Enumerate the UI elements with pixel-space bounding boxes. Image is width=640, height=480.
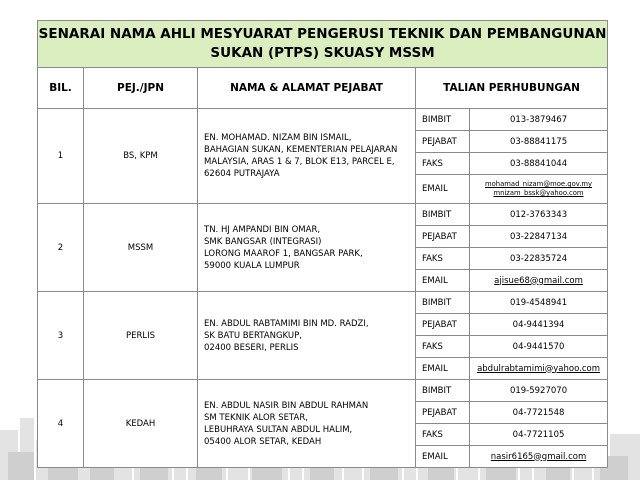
contact-type: EMAIL xyxy=(416,270,470,292)
address-line: SMK BANGSAR (INTEGRASI) xyxy=(204,236,322,247)
address-line: TN. HJ AMPANDI BIN OMAR, xyxy=(204,224,321,235)
address-line: SM TEKNIK ALOR SETAR, xyxy=(204,412,308,423)
header-nama-alamat: NAMA & ALAMAT PEJABAT xyxy=(198,68,416,109)
contact-type: BIMBIT xyxy=(416,204,470,226)
contact-type: FAKS xyxy=(416,424,470,446)
address-line: BAHAGIAN SUKAN, KEMENTERIAN PELAJARAN xyxy=(204,145,398,155)
contact-value: 012-3763343 xyxy=(470,204,608,226)
address-line: 02400 BESERI, PERLIS xyxy=(204,342,299,353)
contact-type: BIMBIT xyxy=(416,380,470,402)
contact-type: FAKS xyxy=(416,336,470,358)
table-row xyxy=(38,380,608,402)
office-name: BS, KPM xyxy=(84,109,198,204)
email-link[interactable]: abdulrabtamimi@yahoo.com xyxy=(470,358,608,380)
contact-type: BIMBIT xyxy=(416,292,470,314)
contact-value: 04-9441570 xyxy=(470,336,608,358)
email-link[interactable]: ajisue68@gmail.com xyxy=(470,270,608,292)
address-line: SK BATU BERTANGKUP, xyxy=(204,330,302,341)
contact-type: PEJABAT xyxy=(416,402,470,424)
contact-type: FAKS xyxy=(416,248,470,270)
contact-value: 04-7721105 xyxy=(470,424,608,446)
contact-value: 03-22835724 xyxy=(470,248,608,270)
contact-type: EMAIL xyxy=(416,358,470,380)
title-line-2: SUKAN (PTPS) SKUASY MSSM xyxy=(210,45,435,61)
contact-type: PEJABAT xyxy=(416,226,470,248)
row-number: 1 xyxy=(38,109,84,204)
table-row xyxy=(38,292,608,314)
header-pej: PEJ./JPN xyxy=(84,68,198,109)
title-line-1: SENARAI NAMA AHLI MESYUARAT PENGERUSI TEKNIK DAN PEMBANGUNAN xyxy=(38,26,607,42)
header-bil: BIL. xyxy=(38,68,84,109)
email-link[interactable]: mohamad_nizam@moe.gov.my xyxy=(485,180,593,188)
contact-type: PEJABAT xyxy=(416,131,470,153)
office-name: PERLIS xyxy=(84,292,198,380)
name-address xyxy=(198,292,416,380)
contact-value: 03-88841044 xyxy=(470,153,608,175)
name-address xyxy=(198,204,416,292)
address-line: MALAYSIA, ARAS 1 & 7, BLOK E13, PARCEL E, xyxy=(204,157,395,167)
contact-value: 019-4548941 xyxy=(470,292,608,314)
contact-value: 04-9441394 xyxy=(470,314,608,336)
contact-type: EMAIL xyxy=(416,446,470,468)
contact-value: 019-5927070 xyxy=(470,380,608,402)
contact-type: PEJABAT xyxy=(416,314,470,336)
name-address xyxy=(198,380,416,468)
office-name: MSSM xyxy=(84,204,198,292)
contact-value: 013-3879467 xyxy=(470,109,608,131)
address-line: 62604 PUTRAJAYA xyxy=(204,169,280,179)
document-title xyxy=(38,21,608,68)
address-line: LEBUHRAYA SULTAN ABDUL HALIM, xyxy=(204,424,353,435)
member-list-table xyxy=(37,20,608,468)
address-line: 59000 KUALA LUMPUR xyxy=(204,260,300,271)
contact-value: 03-22847134 xyxy=(470,226,608,248)
table-row xyxy=(38,204,608,226)
email-cell xyxy=(470,175,608,204)
name-address xyxy=(198,109,416,204)
address-line: 05400 ALOR SETAR, KEDAH xyxy=(204,436,322,447)
table-row xyxy=(38,109,608,131)
contact-type: BIMBIT xyxy=(416,109,470,131)
address-line: EN. MOHAMAD. NIZAM BIN ISMAIL, xyxy=(204,133,352,143)
email-link[interactable]: mnizam_bssk@yahoo.com xyxy=(493,189,584,197)
contact-value: 04-7721548 xyxy=(470,402,608,424)
header-talian: TALIAN PERHUBUNGAN xyxy=(416,68,608,109)
row-number: 2 xyxy=(38,204,84,292)
contact-value: 03-88841175 xyxy=(470,131,608,153)
row-number: 3 xyxy=(38,292,84,380)
contact-type: FAKS xyxy=(416,153,470,175)
email-link[interactable]: nasir6165@gmail.com xyxy=(470,446,608,468)
contact-type: EMAIL xyxy=(416,175,470,204)
address-line: EN. ABDUL NASIR BIN ABDUL RAHMAN xyxy=(204,400,369,411)
table-header-row xyxy=(38,68,608,109)
office-name: KEDAH xyxy=(84,380,198,468)
row-number: 4 xyxy=(38,380,84,468)
address-line: LORONG MAAROF 1, BANGSAR PARK, xyxy=(204,248,363,259)
address-line: EN. ABDUL RABTAMIMI BIN MD. RADZI, xyxy=(204,318,369,329)
